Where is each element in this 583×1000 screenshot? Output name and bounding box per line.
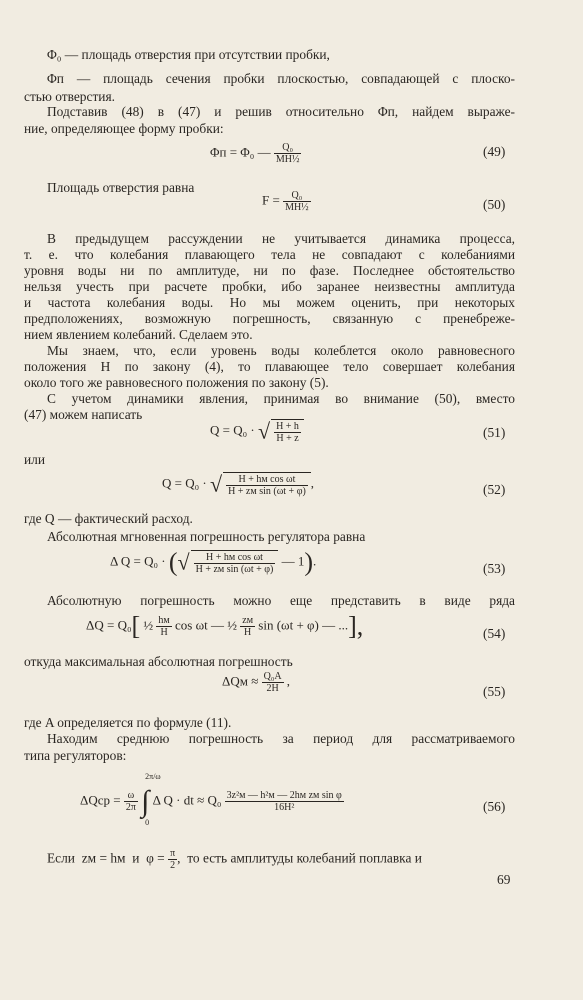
equation-number: (52) bbox=[483, 482, 506, 497]
text-line: Абсолютная мгновенная погрешность регулятора равна bbox=[47, 529, 366, 544]
text-line: Если zм = hм и φ = $\frac{\pi}{2}$ , то есть амплитуды колебаний поплавка и bbox=[47, 848, 422, 871]
text-line: где Q — фактический расход. bbox=[24, 511, 193, 526]
equation-53: Δ Q = Q₀ · (√ $\frac{\text{H + hм cos ωt}}{\text{H + zм sin (ωt + φ)}}$ — 1). bbox=[110, 547, 317, 577]
text-line: Площадь отверстия равна bbox=[47, 180, 195, 195]
text-line: предположениях, возможную погрешность, связанную с пренебреже- bbox=[24, 311, 515, 326]
equation-number: (55) bbox=[483, 684, 506, 699]
text-line: ние, определяющее форму пробки: bbox=[24, 121, 224, 136]
equation-49: Φп = Φ₀ — $\frac{\text{Q₀}}{\text{MH½}}$ bbox=[210, 142, 300, 165]
equation-number: (54) bbox=[483, 626, 506, 641]
text-line: С учетом динамики явления, принимая во внимание (50), вместо bbox=[47, 391, 515, 406]
text-line: стью отверстия. bbox=[24, 89, 115, 104]
equation-55: ΔQм ≈ $\frac{\text{Q₀A}}{2H}$ , bbox=[222, 671, 291, 694]
text-line: Находим среднюю погрешность за период для рассматриваемого bbox=[47, 731, 515, 746]
equation-52: Q = Q₀ · √ $\frac{\text{H + hм cos ωt}}{\text{H + zм sin (ωt + φ)}}$ , bbox=[162, 471, 315, 497]
text-line: около того же равновесного положения по закону (5). bbox=[24, 375, 329, 390]
text-line: где A определяется по формуле (11). bbox=[24, 715, 232, 730]
text-line: уровня воды ни по амплитуде, ни по фазе. Последнее обстоятельство bbox=[24, 263, 515, 278]
text-line: нием явлением колебаний. Сделаем это. bbox=[24, 327, 253, 342]
equation-number: (51) bbox=[483, 425, 506, 440]
text-line: нельзя учесть при расчете пробки, ибо заранее неизвестны амплитуда bbox=[24, 279, 515, 294]
text-line: и частота колебания воды. Но мы можем оценить, при некоторых bbox=[24, 295, 515, 310]
equation-number: (50) bbox=[483, 197, 506, 212]
equation-50: F = $\frac{\text{Q₀}}{\text{MH½}}$ bbox=[262, 190, 309, 213]
equation-number: (49) bbox=[483, 144, 506, 159]
text-line: Мы знаем, что, если уровень воды колеблется около равновесного bbox=[47, 343, 515, 358]
equation-54: ΔQ = Q₀[ ½ $\frac{hм}{H}$ cos ωt — ½ $\frac{zм}{H}$ sin (ωt + φ) — ...], bbox=[86, 611, 364, 641]
text-line: Φ₀ — площадь отверстия при отсутствии пробки, bbox=[47, 47, 330, 62]
text-line: Подставив (48) в (47) и решив относительно Φп, найдем выраже- bbox=[47, 104, 515, 119]
equation-51: Q = Q₀ · √ $\frac{H + h}{H + z}$ bbox=[210, 419, 304, 444]
text-line: откуда максимальная абсолютная погрешность bbox=[24, 654, 293, 669]
page-number: 69 bbox=[497, 872, 511, 887]
text-line: В предыдущем рассуждении не учитывается динамика процесса, bbox=[47, 231, 515, 246]
text-line: Абсолютную погрешность можно еще представить в виде ряда bbox=[47, 593, 515, 608]
text-line: положения H по закону (4), то плавающее тело совершает колебания bbox=[24, 359, 515, 374]
equation-56: ΔQср = $\frac{\omega}{2\pi}$ ∫ 2π/ω 0 Δ Q · dt ≈ Q₀ $\frac{\text{3z²м — h²м — 2hм zм sin φ}}{\text{16H²}}$ bbox=[80, 771, 342, 827]
equation-number: (53) bbox=[483, 561, 506, 576]
equation-number: (56) bbox=[483, 799, 506, 814]
text-line: Φп — площадь сечения пробки плоскостью, совпадающей с плоско- bbox=[47, 71, 515, 86]
text-line: или bbox=[24, 452, 46, 467]
text-line: типа регуляторов: bbox=[24, 748, 127, 763]
text-line: т. е. что колебания плавающего тела не совпадают с колебаниями bbox=[24, 247, 515, 262]
text-line: (47) можем написать bbox=[24, 407, 143, 422]
